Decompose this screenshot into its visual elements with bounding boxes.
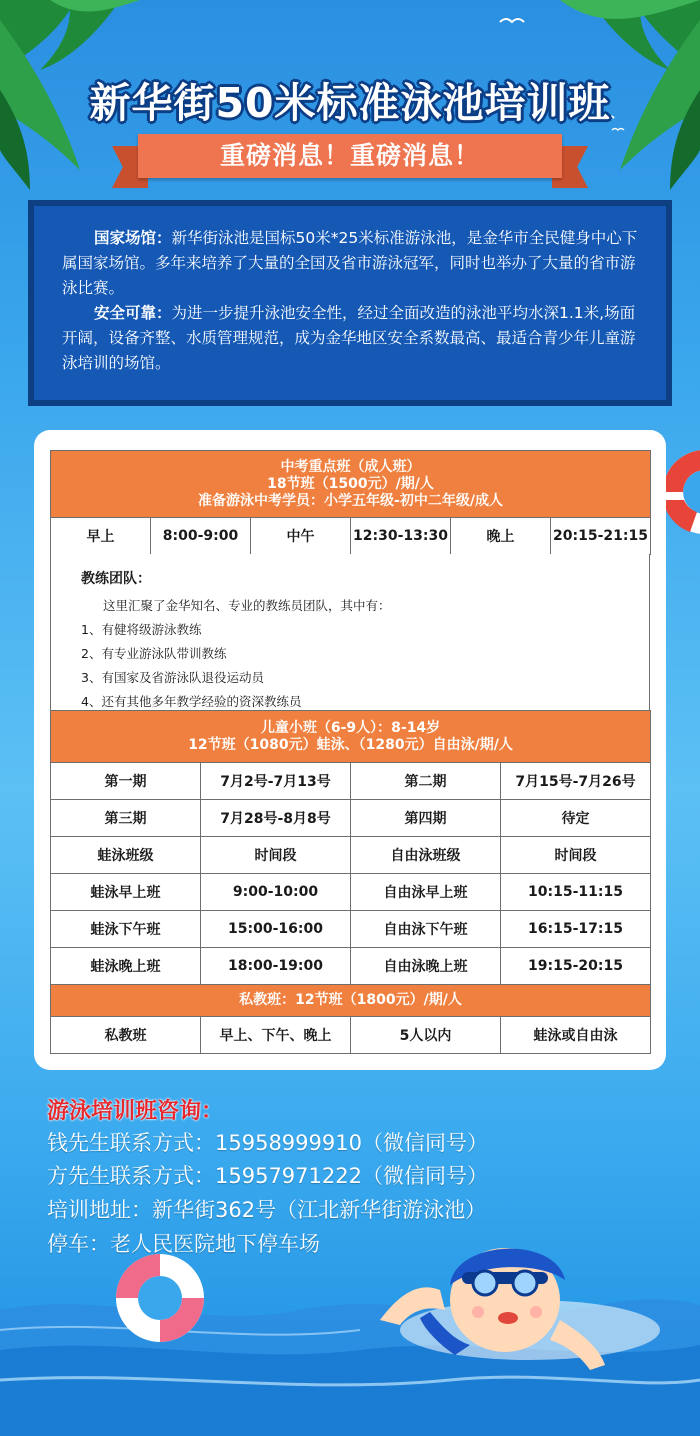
kids-cell: 第一期 bbox=[51, 763, 201, 800]
intro-content bbox=[34, 206, 666, 400]
private-header: 私教班：12节班（1800元）/期/人 bbox=[51, 985, 651, 1017]
kids-cell: 自由泳班级 bbox=[351, 837, 501, 874]
private-row bbox=[51, 1017, 651, 1054]
coach-team-line: 1、有健将级游泳教练 bbox=[81, 622, 202, 637]
kids-cell: 第四期 bbox=[351, 800, 501, 837]
slot-cell: 8:00-9:00 bbox=[151, 518, 251, 555]
ribbon-text: 重磅消息！重磅消息！ bbox=[219, 141, 480, 170]
intro-label-safety: 安全可靠： bbox=[94, 304, 172, 322]
slot-cell: 中午 bbox=[251, 518, 351, 555]
intro-box bbox=[28, 200, 672, 406]
coach-team-section bbox=[50, 554, 650, 710]
kids-cell: 时间段 bbox=[501, 837, 651, 874]
private-cell: 早上、下午、晚上 bbox=[201, 1017, 351, 1054]
kids-cell: 蛙泳下午班 bbox=[51, 911, 201, 948]
lifebuoy-right-icon bbox=[663, 450, 700, 534]
zhongkao-table bbox=[50, 450, 651, 555]
kids-cell: 自由泳晚上班 bbox=[351, 948, 501, 985]
kids-header bbox=[51, 711, 651, 763]
slot-cell: 晚上 bbox=[451, 518, 551, 555]
intro-text-safety: 为进一步提升泳池安全性，经过全面改造的泳池平均水深1.1米,场面开阔，设备齐整、水质管理规范，成为金华地区安全系数最高、最适合青少年儿童游泳培训的场馆。 bbox=[62, 304, 636, 372]
intro-paragraph-venue bbox=[62, 226, 644, 301]
zhongkao-title: 中考重点班（成人班） bbox=[280, 458, 421, 475]
kids-cell: 蛙泳班级 bbox=[51, 837, 201, 874]
slot-cell: 20:15-21:15 bbox=[551, 518, 651, 555]
intro-label-venue: 国家场馆： bbox=[94, 229, 172, 247]
kids-cell: 7月2号-7月13号 bbox=[201, 763, 351, 800]
zhongkao-header bbox=[51, 451, 651, 518]
lifebuoy-bottom-icon bbox=[116, 1254, 204, 1342]
kids-cell: 19:15-20:15 bbox=[501, 948, 651, 985]
kids-cell: 9:00-10:00 bbox=[201, 874, 351, 911]
kids-cell: 时间段 bbox=[201, 837, 351, 874]
private-cell: 蛙泳或自由泳 bbox=[501, 1017, 651, 1054]
private-cell: 私教班 bbox=[51, 1017, 201, 1054]
zhongkao-header-row bbox=[51, 451, 651, 518]
kids-cell: 7月15号-7月26号 bbox=[501, 763, 651, 800]
parking-info: 停车：老人民医院地下停车场 bbox=[47, 1232, 320, 1256]
kids-row-class-header bbox=[51, 837, 651, 874]
zhongkao-slots-row bbox=[51, 518, 651, 555]
coach-team-line: 2、有专业游泳队带训教练 bbox=[81, 646, 227, 661]
kids-header-row bbox=[51, 711, 651, 763]
contact-qian: 钱先生联系方式：15958999910（微信同号） bbox=[47, 1131, 488, 1155]
coach-team-line: 3、有国家及省游泳队退役运动员 bbox=[81, 670, 264, 685]
bird-icon bbox=[500, 19, 524, 22]
private-cell: 5人以内 bbox=[351, 1017, 501, 1054]
kids-cell: 16:15-17:15 bbox=[501, 911, 651, 948]
kids-cell: 7月28号-8月8号 bbox=[201, 800, 351, 837]
contact-fang: 方先生联系方式：15957971222（微信同号） bbox=[47, 1164, 488, 1188]
kids-row-period-1 bbox=[51, 763, 651, 800]
kids-row-period-2 bbox=[51, 800, 651, 837]
zhongkao-target: 准备游泳中考学员：小学五年级-初中二年级/成人 bbox=[198, 492, 503, 509]
kids-cell: 第二期 bbox=[351, 763, 501, 800]
kids-table bbox=[50, 710, 651, 1054]
page-title: 新华街50米标准泳池培训班 bbox=[89, 79, 611, 127]
intro-paragraph-safety bbox=[62, 301, 644, 376]
coach-team-title: 教练团队： bbox=[81, 571, 151, 587]
coach-team-line: 这里汇聚了金华知名、专业的教练员团队，其中有： bbox=[103, 598, 391, 613]
zhongkao-price: 18节班（1500元）/期/人 bbox=[267, 475, 434, 492]
kids-title: 儿童小班（6-9人）：8-14岁 bbox=[260, 719, 441, 736]
kids-cell: 自由泳下午班 bbox=[351, 911, 501, 948]
kids-cell: 18:00-19:00 bbox=[201, 948, 351, 985]
slot-cell: 12:30-13:30 bbox=[351, 518, 451, 555]
kids-cell: 待定 bbox=[501, 800, 651, 837]
kids-price: 12节班（1080元）蛙泳、（1280元）自由泳/期/人 bbox=[188, 736, 513, 753]
consult-title: 游泳培训班咨询： bbox=[47, 1099, 224, 1124]
slot-cell: 早上 bbox=[51, 518, 151, 555]
kids-row-morning bbox=[51, 874, 651, 911]
coach-team-line: 4、还有其他多年教学经验的资深教练员 bbox=[81, 694, 302, 709]
kids-row-afternoon bbox=[51, 911, 651, 948]
training-address: 培训地址：新华街362号（江北新华街游泳池） bbox=[47, 1198, 487, 1222]
kids-cell: 蛙泳早上班 bbox=[51, 874, 201, 911]
kids-cell: 10:15-11:15 bbox=[501, 874, 651, 911]
kids-cell: 自由泳早上班 bbox=[351, 874, 501, 911]
kids-cell: 蛙泳晚上班 bbox=[51, 948, 201, 985]
private-header-row bbox=[51, 985, 651, 1017]
kids-row-evening bbox=[51, 948, 651, 985]
intro-text-venue: 新华街泳池是国标50米*25米标准游泳池，是金华市全民健身中心下属国家场馆。多年来培养了大量的全国及省市游泳冠军，同时也举办了大量的省市游泳比赛。 bbox=[62, 229, 638, 297]
kids-cell: 15:00-16:00 bbox=[201, 911, 351, 948]
kids-cell: 第三期 bbox=[51, 800, 201, 837]
